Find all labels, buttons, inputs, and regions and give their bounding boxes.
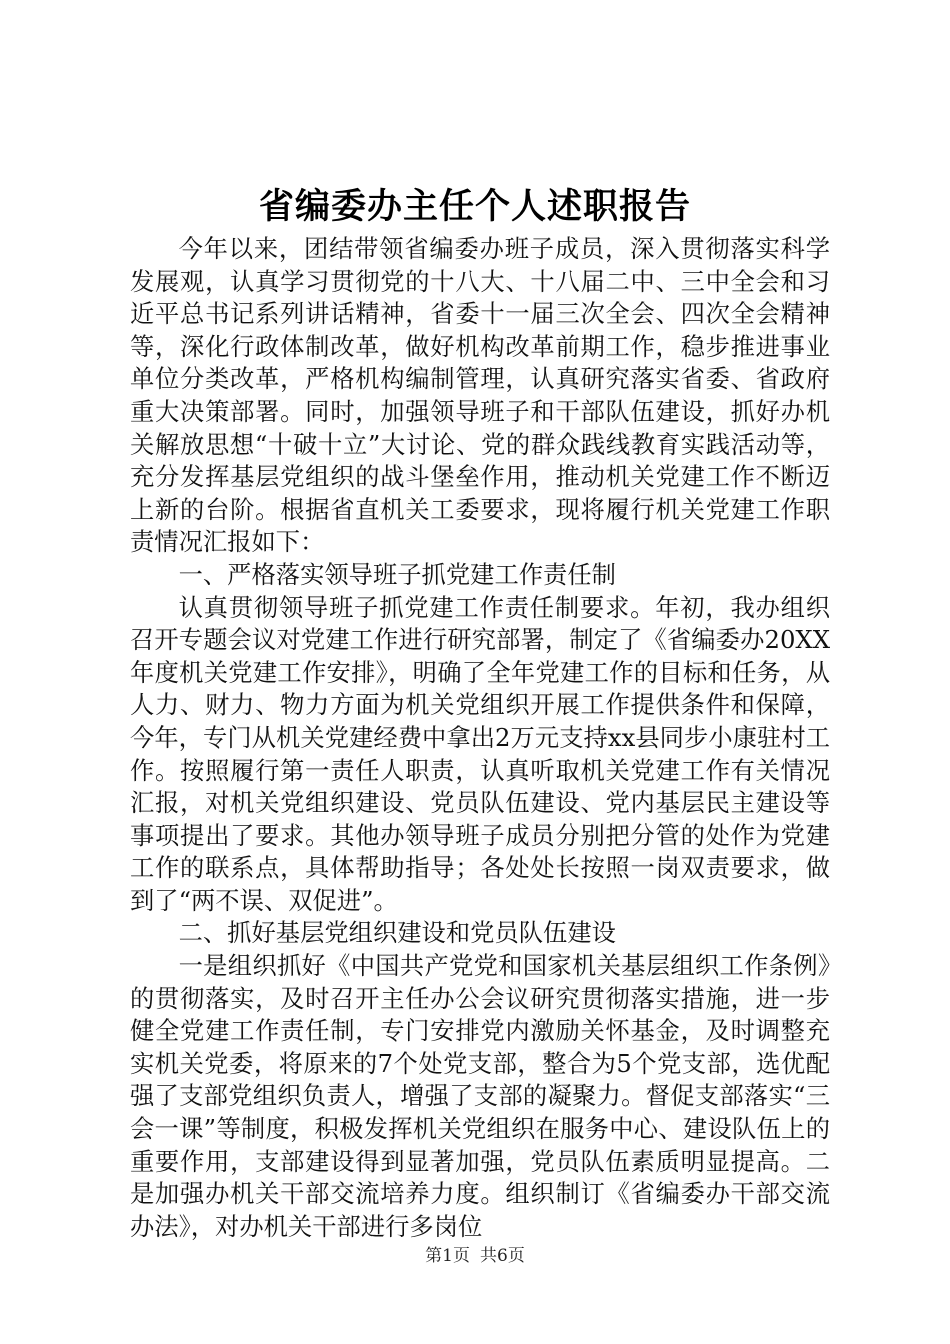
- document-body: [130, 233, 830, 1243]
- page-total: 共6页: [480, 1246, 525, 1266]
- section-heading-2: 二、抓好基层党组织建设和党员队伍建设: [178, 918, 616, 948]
- page-footer: [0, 1244, 950, 1268]
- section-1-paragraph: 认真贯彻领导班子抓党建工作责任制要求。年初，我办组织召开专题会议对党建工作进行研究部署，制定了《省编委办20XX年度机关党建工作安排》，明确了全年党建工作的目标和任务，从人力、财力、物力方面为机关党组织开展工作提供条件和保障，今年，专门从机关党建经费中拿出2万元支持xx县同步小康驻村工作。按照履行第一责任人职责，认真听取机关党建工作有关情况汇报，对机关党组织建设、党员队伍建设、党内基层民主建设等事项提出了要求。其他办领导班子成员分别把分管的处作为党建工作的联系点，具体帮助指导；各处处长按照一岗双责要求，做到了“两不误、双促进”。: [130, 592, 830, 915]
- document-title: 省编委办主任个人述职报告: [258, 186, 691, 227]
- section-heading-1: 一、严格落实领导班子抓党建工作责任制: [178, 559, 616, 589]
- intro-paragraph: 今年以来，团结带领省编委办班子成员，深入贯彻落实科学发展观，认真学习贯彻党的十八大、十八届二中、三中全会和习近平总书记系列讲话精神，省委十一届三次全会、四次全会精神等，深化行政体制改革，做好机构改革前期工作，稳步推进事业单位分类改革，严格机构编制管理，认真研究落实省委、省政府重大决策部署。同时，加强领导班子和干部队伍建设，抓好办机关解放思想“十破十立”大讨论、党的群众践线教育实践活动等，充分发挥基层党组织的战斗堡垒作用，推动机关党建工作不断迈上新的台阶。根据省直机关工委要求，现将履行机关党建工作职责情况汇报如下：: [130, 234, 830, 557]
- section-2-paragraph: 一是组织抓好《中国共产党党和国家机关基层组织工作条例》的贯彻落实，及时召开主任办公会议研究贯彻落实措施，进一步健全党建工作责任制，专门安排党内激励关怀基金，及时调整充实机关党委，将原来的7个处党支部，整合为5个党支部，选优配强了支部党组织负责人，增强了支部的凝聚力。督促支部落实“三会一课”等制度，积极发挥机关党组织在服务中心、建设队伍上的重要作用，支部建设得到显著加强，党员队伍素质明显提高。二是加强办机关干部交流培养力度。组织制订《省编委办干部交流办法》，对办机关干部进行多岗位: [130, 951, 830, 1241]
- page-number: 第1页: [425, 1246, 470, 1266]
